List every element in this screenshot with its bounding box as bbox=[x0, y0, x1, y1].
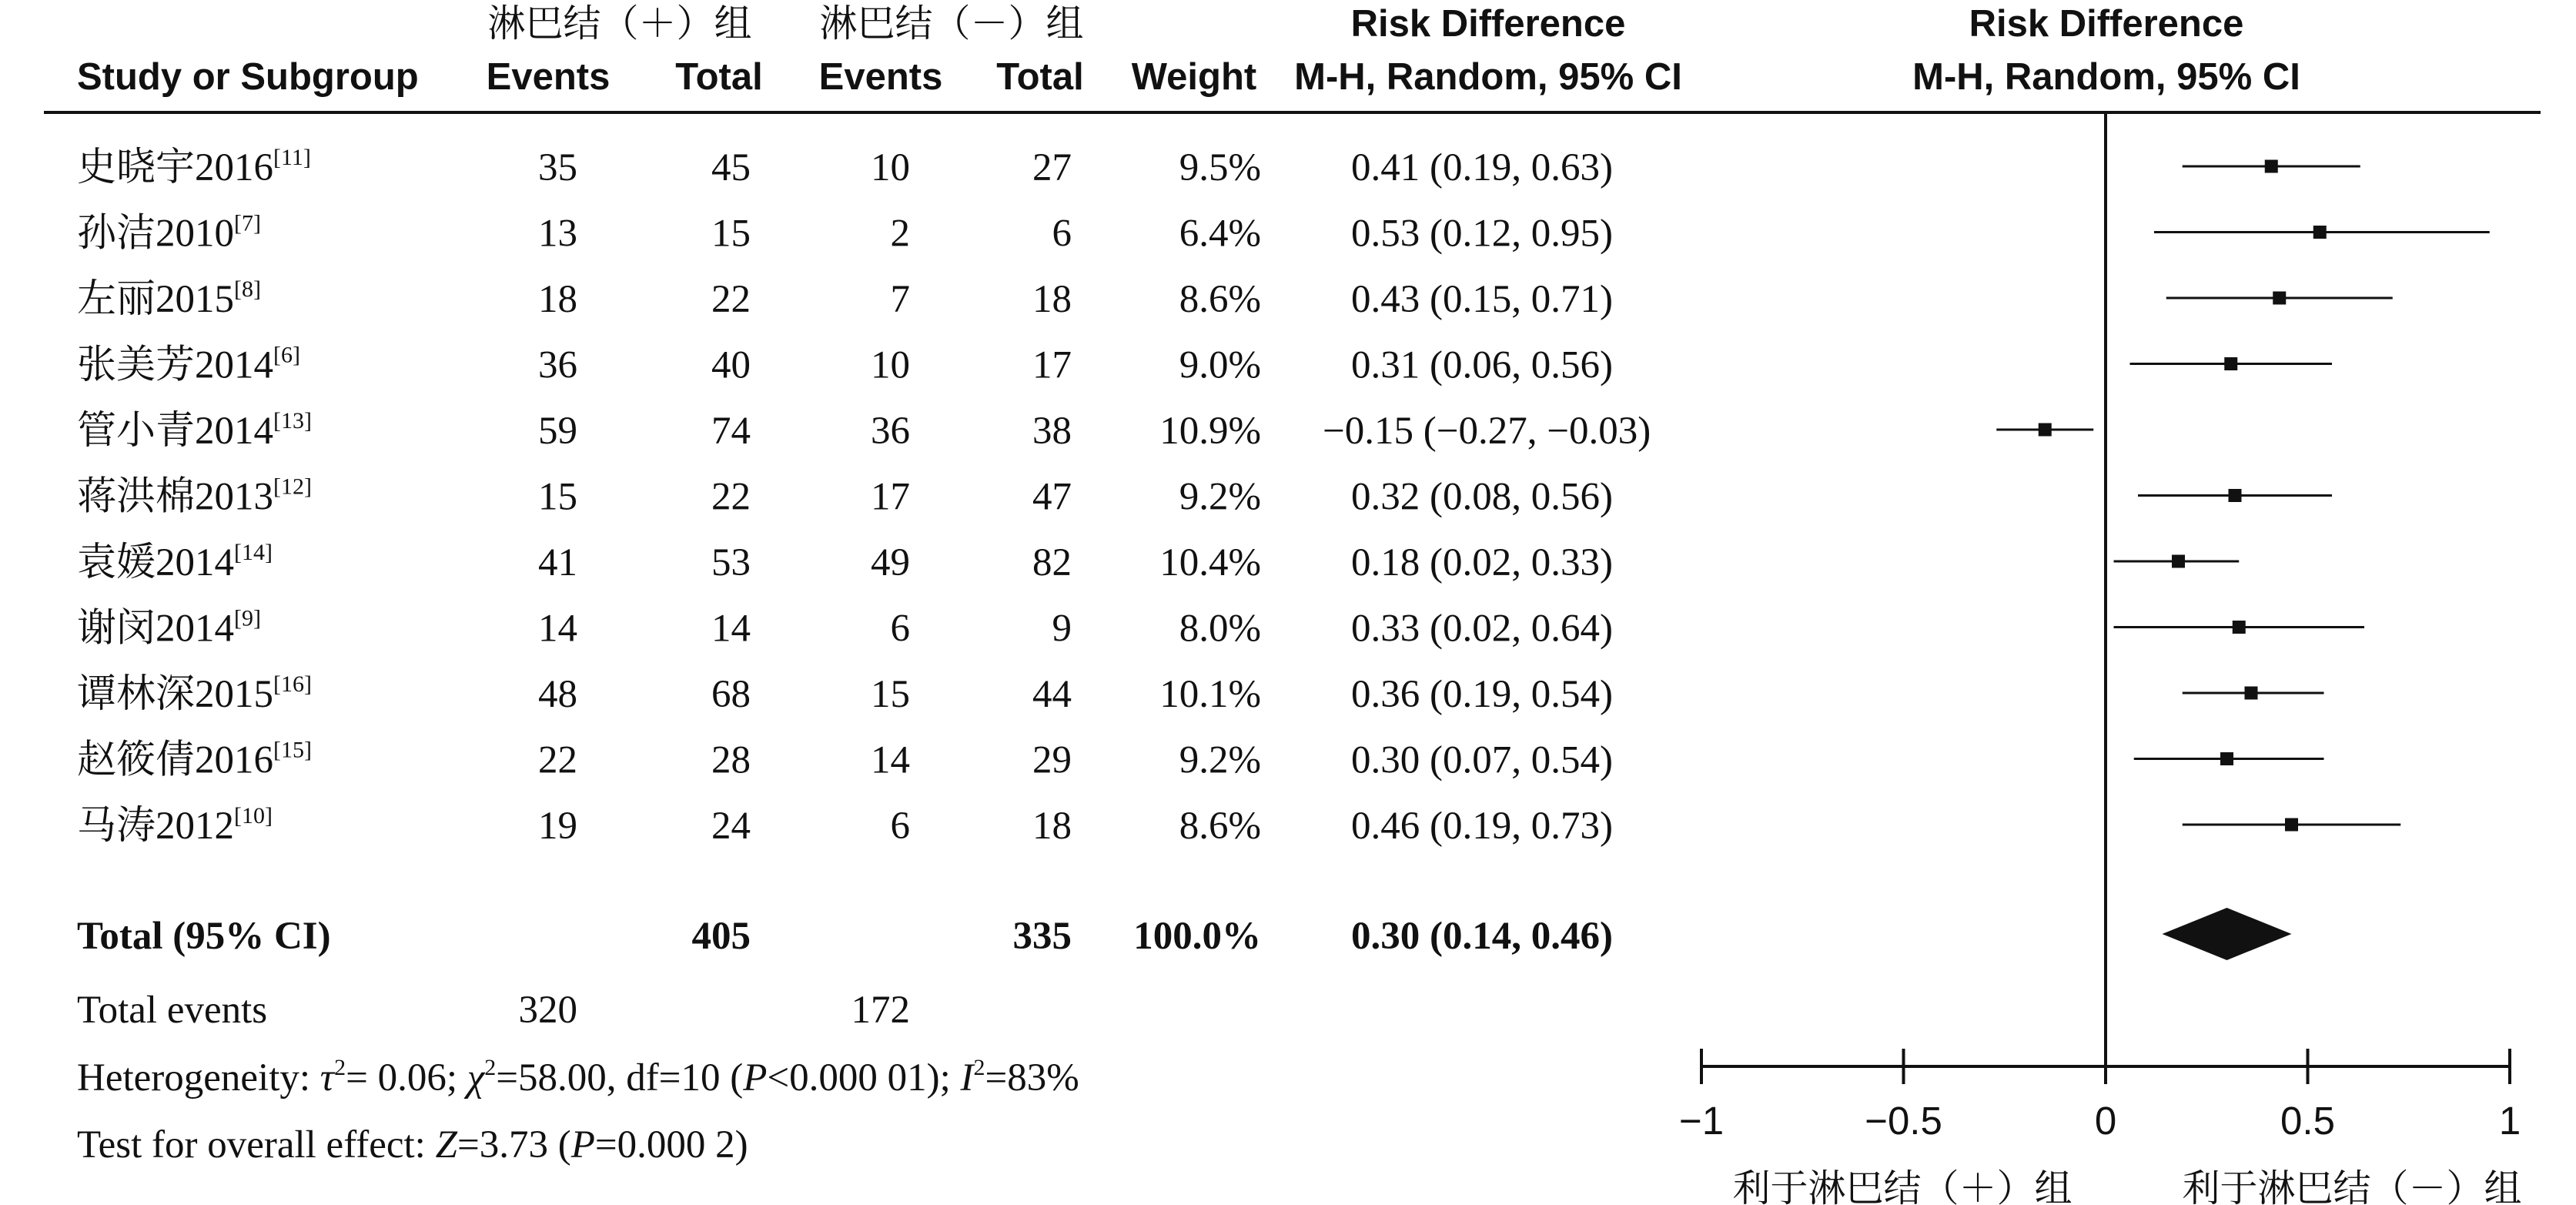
study-name: 赵筱倩2016[15] bbox=[77, 737, 312, 782]
study-row bbox=[77, 738, 2324, 782]
ci-text: 0.53 (0.12, 0.95) bbox=[1351, 212, 1613, 256]
study-row bbox=[77, 474, 2332, 519]
total-negative: 44 bbox=[1032, 673, 1072, 716]
study-row bbox=[77, 408, 2093, 453]
ci-text: 0.18 (0.02, 0.33) bbox=[1351, 541, 1613, 584]
weight: 9.5% bbox=[1179, 146, 1261, 189]
study-name: 谭林深2015[16] bbox=[77, 671, 312, 716]
events-negative: 14 bbox=[871, 738, 910, 782]
events-positive: 35 bbox=[538, 146, 577, 189]
events-positive: 48 bbox=[538, 673, 577, 716]
overall-effect-text: Test for overall effect: Z=3.73 (P=0.000 2) bbox=[77, 1123, 748, 1167]
total-negative: 82 bbox=[1032, 541, 1072, 584]
study-row bbox=[77, 145, 2360, 189]
total-negative: 18 bbox=[1032, 805, 1072, 848]
events-negative: 6 bbox=[890, 607, 910, 651]
favours-right-label: 利于淋巴结（－）组 bbox=[2182, 1167, 2522, 1205]
point-estimate bbox=[2265, 160, 2278, 173]
point-estimate bbox=[2313, 226, 2327, 239]
point-estimate bbox=[2273, 292, 2286, 305]
total-negative: 27 bbox=[1032, 146, 1072, 189]
total-positive: 74 bbox=[711, 410, 751, 453]
total-negative: 9 bbox=[1052, 607, 1072, 651]
weight: 10.1% bbox=[1159, 673, 1261, 716]
total-positive: 14 bbox=[711, 607, 751, 651]
x-axis-ticks bbox=[1679, 1049, 2521, 1143]
total-positive: 45 bbox=[711, 146, 751, 189]
events-positive: 13 bbox=[538, 212, 577, 256]
group-label-negative: 淋巴结（－）组 bbox=[819, 2, 1084, 45]
total-weight: 100.0% bbox=[1133, 915, 1261, 958]
column-total-positive: Total bbox=[675, 56, 763, 98]
point-estimate bbox=[2224, 357, 2237, 370]
column-weight: Weight bbox=[1131, 56, 1257, 98]
total-positive: 22 bbox=[711, 475, 751, 519]
total-positive: 15 bbox=[711, 212, 751, 256]
events-negative: 10 bbox=[871, 343, 910, 387]
weight: 9.2% bbox=[1179, 738, 1261, 782]
weight: 8.6% bbox=[1179, 805, 1261, 848]
total-negative: 47 bbox=[1032, 475, 1072, 519]
x-tick-label: −0.5 bbox=[1865, 1099, 1942, 1143]
events-negative: 36 bbox=[871, 410, 910, 453]
events-positive: 59 bbox=[538, 410, 577, 453]
total-n2: 335 bbox=[1012, 915, 1072, 958]
total-events-label: Total events bbox=[77, 989, 268, 1032]
x-tick-label: 0.5 bbox=[2280, 1099, 2335, 1143]
total-positive: 28 bbox=[711, 738, 751, 782]
ci-text: 0.46 (0.19, 0.73) bbox=[1351, 805, 1613, 848]
total-ci-text: 0.30 (0.14, 0.46) bbox=[1351, 915, 1613, 958]
column-effect-method-left: M-H, Random, 95% CI bbox=[1294, 56, 1682, 98]
events-positive: 36 bbox=[538, 343, 577, 387]
weight: 9.2% bbox=[1179, 475, 1261, 519]
total-n1: 405 bbox=[691, 915, 751, 958]
total-positive: 22 bbox=[711, 278, 751, 321]
ci-text: 0.32 (0.08, 0.56) bbox=[1351, 475, 1613, 519]
favours-left-label: 利于淋巴结（＋）组 bbox=[1732, 1167, 2073, 1205]
x-tick-label: −1 bbox=[1678, 1099, 1725, 1143]
study-row bbox=[77, 671, 2324, 716]
events-positive: 14 bbox=[538, 607, 577, 651]
point-estimate bbox=[2285, 818, 2298, 832]
total-negative: 38 bbox=[1032, 410, 1072, 453]
study-name: 蒋洪棉2013[12] bbox=[77, 474, 312, 519]
ci-text: 0.30 (0.07, 0.54) bbox=[1351, 738, 1613, 782]
point-estimate bbox=[2220, 752, 2233, 765]
weight: 6.4% bbox=[1179, 212, 1261, 256]
point-estimate bbox=[2245, 687, 2258, 700]
study-row bbox=[77, 276, 2393, 321]
study-name: 谢闵2014[9] bbox=[77, 605, 261, 651]
point-estimate bbox=[2229, 489, 2242, 502]
events-negative: 7 bbox=[890, 278, 910, 321]
study-name: 史晓宇2016[11] bbox=[77, 145, 311, 189]
effect-title-left: Risk Difference bbox=[1350, 3, 1626, 45]
heterogeneity-text: Heterogeneity: $\tau^2= 0.06$; $\chi^2=58.00$, df=10 (P<0.000 01); $I^2=83\%$ bbox=[77, 1055, 1079, 1100]
x-tick-label: 1 bbox=[2498, 1099, 2521, 1143]
total-events-e1: 320 bbox=[518, 989, 577, 1032]
ci-text: 0.33 (0.02, 0.64) bbox=[1351, 607, 1613, 651]
point-estimate bbox=[2233, 621, 2246, 634]
point-estimate bbox=[2172, 555, 2185, 568]
study-name: 张美芳2014[6] bbox=[77, 342, 300, 387]
weight: 10.4% bbox=[1159, 541, 1261, 584]
total-negative: 6 bbox=[1052, 212, 1072, 256]
events-negative: 6 bbox=[890, 805, 910, 848]
total-negative: 17 bbox=[1032, 343, 1072, 387]
study-name: 马涛2012[10] bbox=[77, 803, 273, 848]
group-label-positive: 淋巴结（＋）组 bbox=[487, 2, 752, 45]
events-positive: 18 bbox=[538, 278, 577, 321]
weight: 9.0% bbox=[1179, 343, 1261, 387]
study-name: 左丽2015[8] bbox=[77, 276, 261, 321]
weight: 8.6% bbox=[1179, 278, 1261, 321]
column-effect-method-right: M-H, Random, 95% CI bbox=[1912, 56, 2300, 98]
total-diamond bbox=[2163, 908, 2292, 960]
total-label: Total (95% CI) bbox=[77, 915, 331, 958]
study-row bbox=[77, 606, 2364, 651]
ci-text: 0.43 (0.15, 0.71) bbox=[1351, 278, 1613, 321]
events-negative: 17 bbox=[871, 475, 910, 519]
study-rows bbox=[77, 145, 2490, 848]
column-total-negative: Total bbox=[996, 56, 1084, 98]
study-row bbox=[77, 540, 2239, 584]
study-row bbox=[77, 343, 2332, 387]
ci-text: 0.41 (0.19, 0.63) bbox=[1351, 146, 1613, 189]
total-positive: 53 bbox=[711, 541, 751, 584]
point-estimate bbox=[2039, 423, 2052, 437]
effect-title-right: Risk Difference bbox=[1969, 3, 2244, 45]
study-name: 袁媛2014[14] bbox=[77, 540, 273, 584]
x-tick-label: 0 bbox=[2094, 1099, 2117, 1143]
total-events-e2: 172 bbox=[851, 989, 910, 1032]
events-negative: 49 bbox=[871, 541, 910, 584]
ci-text: −0.15 (−0.27, −0.03) bbox=[1323, 410, 1651, 453]
weight: 10.9% bbox=[1159, 410, 1261, 453]
events-positive: 22 bbox=[538, 738, 577, 782]
ci-text: 0.31 (0.06, 0.56) bbox=[1351, 343, 1613, 387]
study-row bbox=[77, 803, 2400, 848]
column-events-negative: Events bbox=[818, 56, 943, 98]
total-negative: 29 bbox=[1032, 738, 1072, 782]
events-negative: 10 bbox=[871, 146, 910, 189]
study-name: 管小青2014[13] bbox=[77, 408, 312, 453]
events-negative: 15 bbox=[871, 673, 910, 716]
column-study: Study or Subgroup bbox=[77, 56, 419, 98]
ci-text: 0.36 (0.19, 0.54) bbox=[1351, 673, 1613, 716]
study-name: 孙洁2010[7] bbox=[77, 210, 261, 256]
total-negative: 18 bbox=[1032, 278, 1072, 321]
total-positive: 68 bbox=[711, 673, 751, 716]
total-positive: 40 bbox=[711, 343, 751, 387]
events-positive: 19 bbox=[538, 805, 577, 848]
weight: 8.0% bbox=[1179, 607, 1261, 651]
events-positive: 15 bbox=[538, 475, 577, 519]
study-row bbox=[77, 211, 2490, 256]
events-negative: 2 bbox=[890, 212, 910, 256]
total-positive: 24 bbox=[711, 805, 751, 848]
column-events-positive: Events bbox=[486, 56, 611, 98]
events-positive: 41 bbox=[538, 541, 577, 584]
